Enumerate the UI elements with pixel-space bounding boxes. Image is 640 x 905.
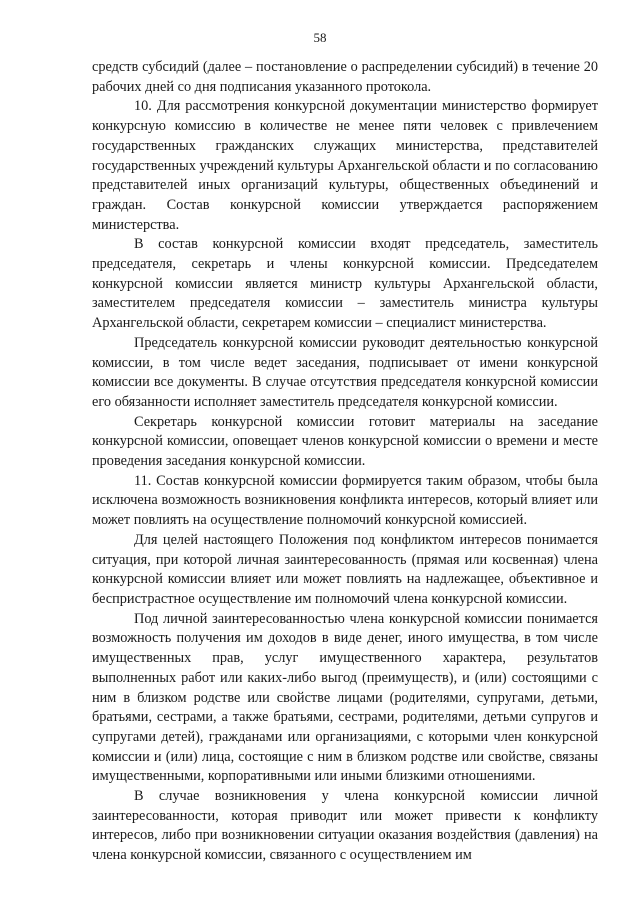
paragraph-conflict-case: В случае возникновения у члена конкурсной комиссии личной заинтересованности, которая приводит или может привести к конфликту интересов, либо при возникновении ситуации оказания воздействия (давления) на члена конкурсной комиссии, связанного с осуществлением им <box>92 788 598 864</box>
paragraph-chairman-duties: Председатель конкурсной комиссии руководит деятельностью конкурсной комиссии, в том числе ведет заседания, подписывает от имени конкурсной комиссии все документы. В случае отсутствия председателя конкурсной комиссии его обязанности исполняет заместитель председателя конкурсной комиссии. <box>92 334 598 410</box>
paragraph-continuation: средств субсидий (далее – постановление о распределении субсидий) в течение 20 рабочих дней со дня подписания указанного протокола. <box>92 59 598 95</box>
document-body <box>92 58 598 866</box>
paragraph-clause-10: 10. Для рассмотрения конкурсной документации министерство формирует конкурсную комиссию в количестве не менее пяти человек с привлечением государственных гражданских служащих министерства, представителей государственных учреждений культуры Архангельской области и по согласованию представителей иных организаций культуры, общественных объединений и граждан. Состав конкурсной комиссии утверждается распоряжением министерства. <box>92 98 598 233</box>
paragraph-secretary-duties: Секретарь конкурсной комиссии готовит материалы на заседание конкурсной комиссии, оповещает членов конкурсной комиссии о времени и месте проведения заседания конкурсной комиссии. <box>92 413 598 470</box>
paragraph-commission-composition: В состав конкурсной комиссии входят председатель, заместитель председателя, секретарь и члены конкурсной комиссии. Председателем конкурсной комиссии является министр культуры Архангельской области, заместителем председателя комиссии – заместитель министра культуры Архангельской области, секретарем комиссии – специалист министерства. <box>92 236 598 332</box>
paragraph-personal-interest: Под личной заинтересованностью члена конкурсной комиссии понимается возможность получения им доходов в виде денег, иного имущества, в том числе имущественных прав, услуг имущественного характера, результатов выполненных работ или каких-либо выгод (преимуществ), и (или) состоящими с ним в близком родстве или свойстве лицами (родителями, супругами, детьми, братьями, сестрами, а также братьями, сестрами, родителями, детьми супругов и супругами детей), гражданами или организациями, с которыми член конкурсной комиссии и (или) лица, состоящие с ним в близком родстве или свойстве, связаны имущественными, корпоративными или иными близкими отношениями. <box>92 610 598 785</box>
paragraph-clause-11: 11. Состав конкурсной комиссии формируется таким образом, чтобы была исключена возможность возникновения конфликта интересов, который влияет или может повлиять на осуществление полномочий конкурсной комиссией. <box>92 472 598 529</box>
paragraph-conflict-definition: Для целей настоящего Положения под конфликтом интересов понимается ситуация, при которой личная заинтересованность (прямая или косвенная) члена конкурсной комиссии влияет или может повлиять на надлежащее, объективное и беспристрастное осуществление им полномочий члена конкурсной комиссии. <box>92 531 598 607</box>
page-number: 58 <box>313 30 327 45</box>
